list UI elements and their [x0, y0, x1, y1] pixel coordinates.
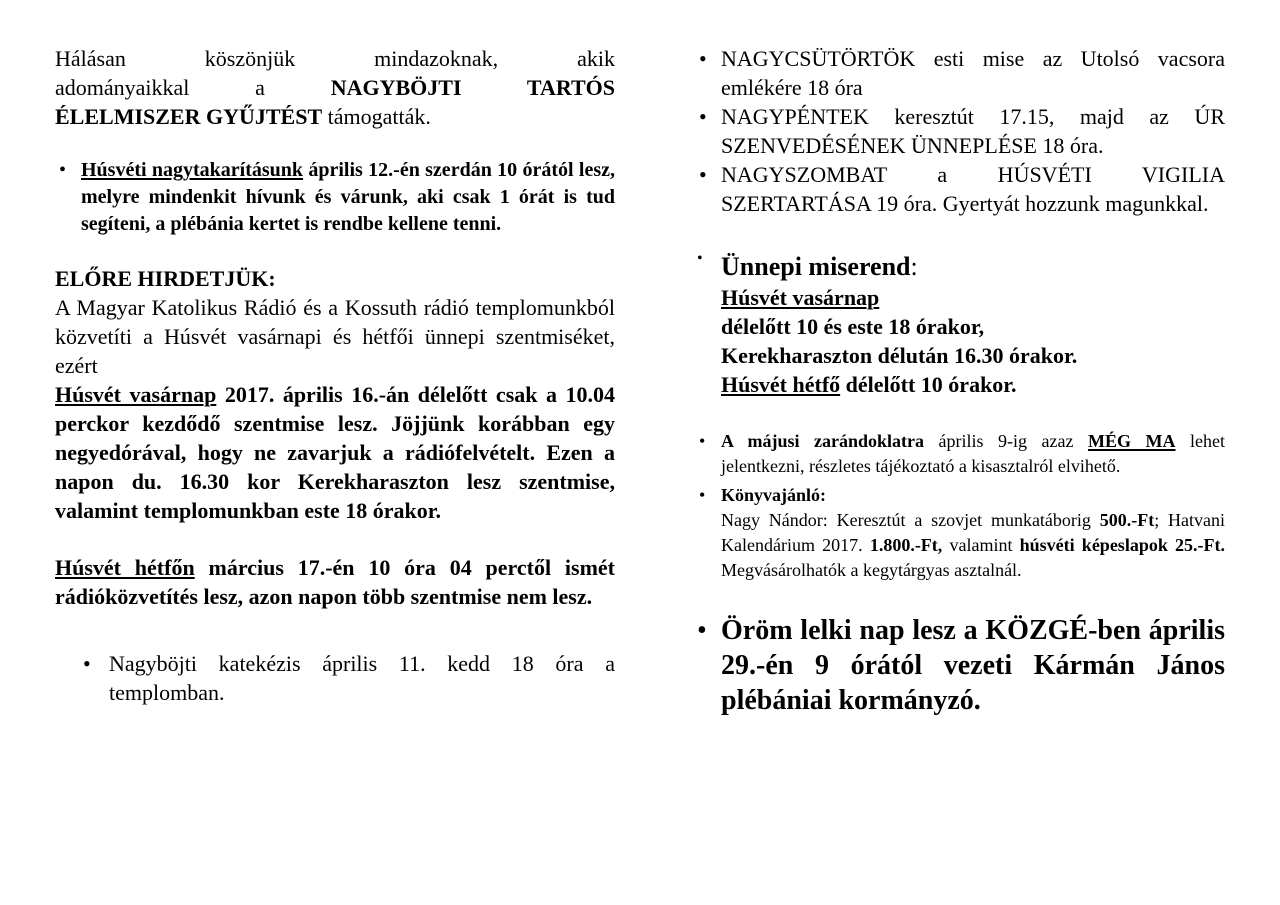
- right-column: [695, 44, 1225, 718]
- book-title: • Könyvajánló:: [721, 485, 827, 505]
- left-column: [55, 44, 615, 707]
- mass-sunday-title: Húsvét vasárnap: [721, 285, 880, 310]
- announce-block: [55, 264, 615, 611]
- announce-heading: ELŐRE HIRDETJÜK:: [55, 266, 276, 291]
- joy-day-notice: • Öröm lelki nap lesz a KÖZGÉ-ben április 29.-én 9 órától vezeti Kármán János plébániai kormányzó.: [695, 613, 1225, 718]
- holy-week-list: [695, 44, 1225, 218]
- mass-schedule-title: • Ünnepi miserend:: [721, 252, 918, 281]
- mass-sunday-line-2: Kerekharaszton délután 16.30 órakor.: [721, 343, 1078, 368]
- thanks-line-1: Hálásan köszönjük mindazoknak, akik: [55, 46, 615, 71]
- mass-sunday-line-1: délelőtt 10 és este 18 órakor,: [721, 314, 985, 339]
- mass-schedule: [695, 250, 1225, 399]
- holy-week-item: • NAGYCSÜTÖRTÖK esti mise az Utolsó vacsora emlékére 18 óra: [695, 44, 1225, 102]
- easter-sunday-notice: Húsvét vasárnap 2017. április 16.-án délelőtt csak a 10.04 perckor kezdődő szentmise lesz. Jöjjünk korábban egy negyedórával, hogy ne zavarjuk a rádiófelvételt. Ezen a napon du. 16.30 kor Kerekharaszton lesz szentmise, valamint templomunkban este 18 órakor.: [55, 382, 616, 523]
- thanks-line-3: ÉLELMISZER GYŰJTÉST támogatták.: [55, 104, 431, 129]
- announce-paragraph: A Magyar Katolikus Rádió és a Kossuth rádió templomunkból közvetíti a Húsvét vasárnapi és hétfői ünnepi szentmiséket, ezért: [55, 295, 615, 378]
- thanks-block: [55, 44, 615, 131]
- holy-week-item: • NAGYSZOMBAT a HÚSVÉTI VIGILIA SZERTARTÁSA 19 óra. Gyertyát hozzunk magunkkal.: [695, 160, 1225, 218]
- thanks-line-2: adományaikkal a NAGYBÖJTI TARTÓS: [55, 75, 615, 100]
- pilgrimage-notice: • A májusi zarándoklatra április 9-ig azaz MÉG MA lehet jelentkezni, részletes tájékoztató a kisasztalról elvihető.: [695, 429, 1225, 479]
- catechesis-item: • Nagyböjti katekézis április 11. kedd 18 óra a templomban.: [83, 649, 615, 707]
- cleaning-announcement: [55, 157, 615, 238]
- cleaning-text: április 12.-én szerdán 10 órától lesz, melyre mindenkit hívunk és várunk, aki csak 1 órát is tud segíteni, a plébánia kertet is rendbe kellene tenni.: [81, 159, 615, 235]
- book-recommendation: [695, 483, 1225, 583]
- holy-week-item: • NAGYPÉNTEK keresztút 17.15, majd az ÚR SZENVEDÉSÉNEK ÜNNEPLÉSE 18 óra.: [695, 102, 1225, 160]
- cleaning-title: Húsvéti nagytakarításunk: [81, 159, 304, 181]
- easter-monday-notice: Húsvét hétfőn március 17.-én 10 óra 04 perctől ismét rádióközvetítés lesz, azon napon több szentmise nem lesz.: [55, 555, 615, 609]
- book-text: Nagy Nándor: Keresztút a szovjet munkatáborig 500.-Ft; Hatvani Kalendárium 2017. 1.800.-Ft, valamint húsvéti képeslapok 25.-Ft. Megvásárolhatók a kegytárgyas asztalnál.: [721, 510, 1226, 580]
- mass-monday: Húsvét hétfő délelőtt 10 órakor.: [721, 372, 1017, 397]
